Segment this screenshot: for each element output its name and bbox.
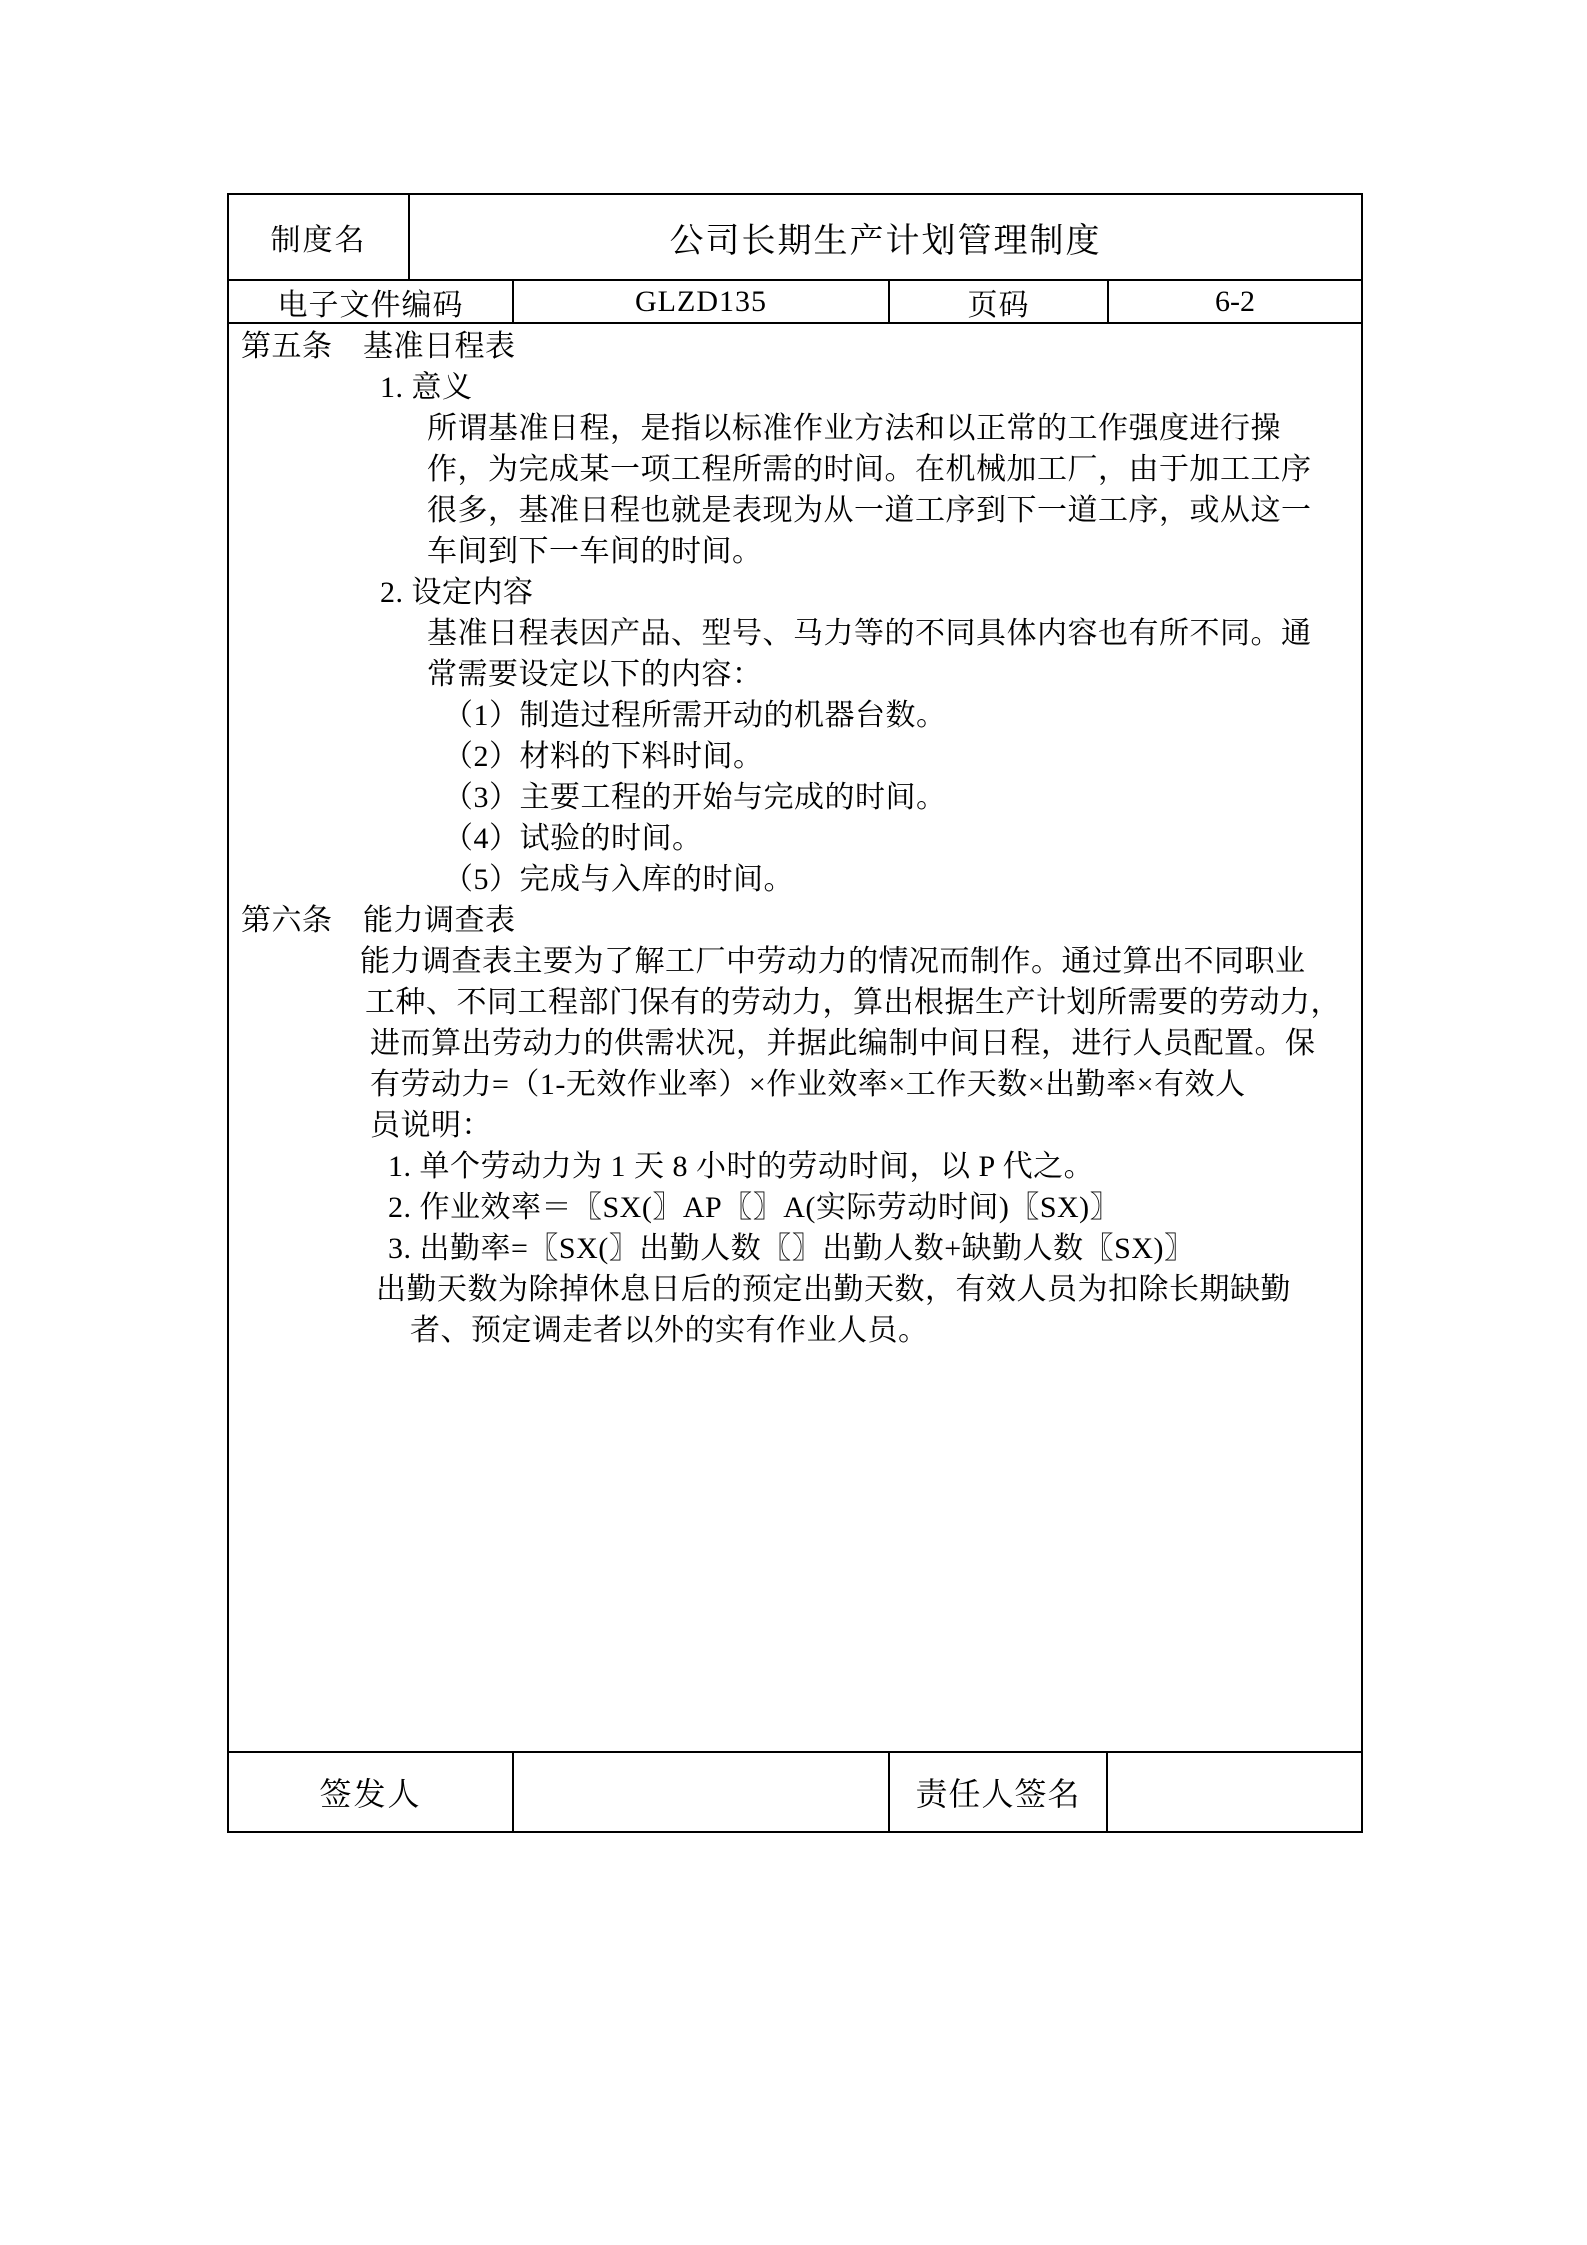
file-code-value-cell: GLZD135 [514,281,890,322]
body-line: 进而算出劳动力的供需状况，并据此编制中间日程，进行人员配置。保 [370,1027,1316,1060]
body-line: 3. 出勤率=〖SX(〗出勤人数〖〗出勤人数+缺勤人数〖SX)〗 [388,1232,1195,1265]
body-line-article-5-heading: 第五条 基准日程表 [241,330,516,363]
document-table [227,193,1363,1833]
body-line: （4）试验的时间。 [443,822,703,855]
body-line: 出勤天数为除掉休息日后的预定出勤天数，有效人员为扣除长期缺勤 [376,1273,1291,1306]
issuer-value-cell [514,1753,890,1831]
signer-value-cell [1108,1753,1361,1831]
page-number-label-cell: 页码 [890,281,1109,322]
body-line: （2）材料的下料时间。 [443,740,764,773]
document-body [229,324,1361,1753]
page-number-value-cell: 6-2 [1215,284,1255,318]
body-line: 能力调查表主要为了解工厂中劳动力的情况而制作。通过算出不同职业 [360,945,1306,978]
body-line: 基准日程表因产品、型号、马力等的不同具体内容也有所不同。通 [427,617,1312,650]
body-line: 有劳动力=（1-无效作业率）×作业效率×工作天数×出勤率×有效人 [370,1068,1246,1101]
body-line: 2. 作业效率＝〖SX(〗AP〖〗A(实际劳动时间)〖SX)〗 [388,1191,1121,1224]
body-line: （3）主要工程的开始与完成的时间。 [443,781,947,814]
body-line: 1. 意义 [380,371,473,404]
body-line: 所谓基准日程，是指以标准作业方法和以正常的工作强度进行操 [427,412,1281,445]
body-line: 作，为完成某一项工程所需的时间。在机械加工厂，由于加工工序 [427,453,1312,486]
system-name-label-cell: 制度名 [229,195,410,279]
body-line: 很多，基准日程也就是表现为从一道工序到下一道工序，或从这一 [427,494,1312,527]
file-code-label-cell: 电子文件编码 [229,281,514,322]
body-line: 常需要设定以下的内容： [427,658,763,691]
signature-row [229,1753,1361,1831]
body-line-article-6-heading: 第六条 能力调查表 [241,904,516,937]
issuer-label-cell: 签发人 [229,1753,514,1831]
body-line: 2. 设定内容 [380,576,534,609]
body-line: （1）制造过程所需开动的机器台数。 [443,699,947,732]
body-line: （5）完成与入库的时间。 [443,863,794,896]
signer-label-cell: 责任人签名 [890,1753,1108,1831]
body-line: 者、预定调走者以外的实有作业人员。 [410,1314,929,1347]
body-line: 车间到下一车间的时间。 [427,535,763,568]
document-title-cell: 公司长期生产计划管理制度 [669,221,1102,260]
header-row-1 [229,195,1361,281]
body-line: 工种、不同工程部门保有的劳动力，算出根据生产计划所需要的劳动力， [365,986,1341,1019]
body-line: 1. 单个劳动力为 1 天 8 小时的劳动时间，以 P 代之。 [388,1150,1095,1183]
body-line: 员说明： [370,1109,492,1142]
header-row-2 [229,281,1361,324]
